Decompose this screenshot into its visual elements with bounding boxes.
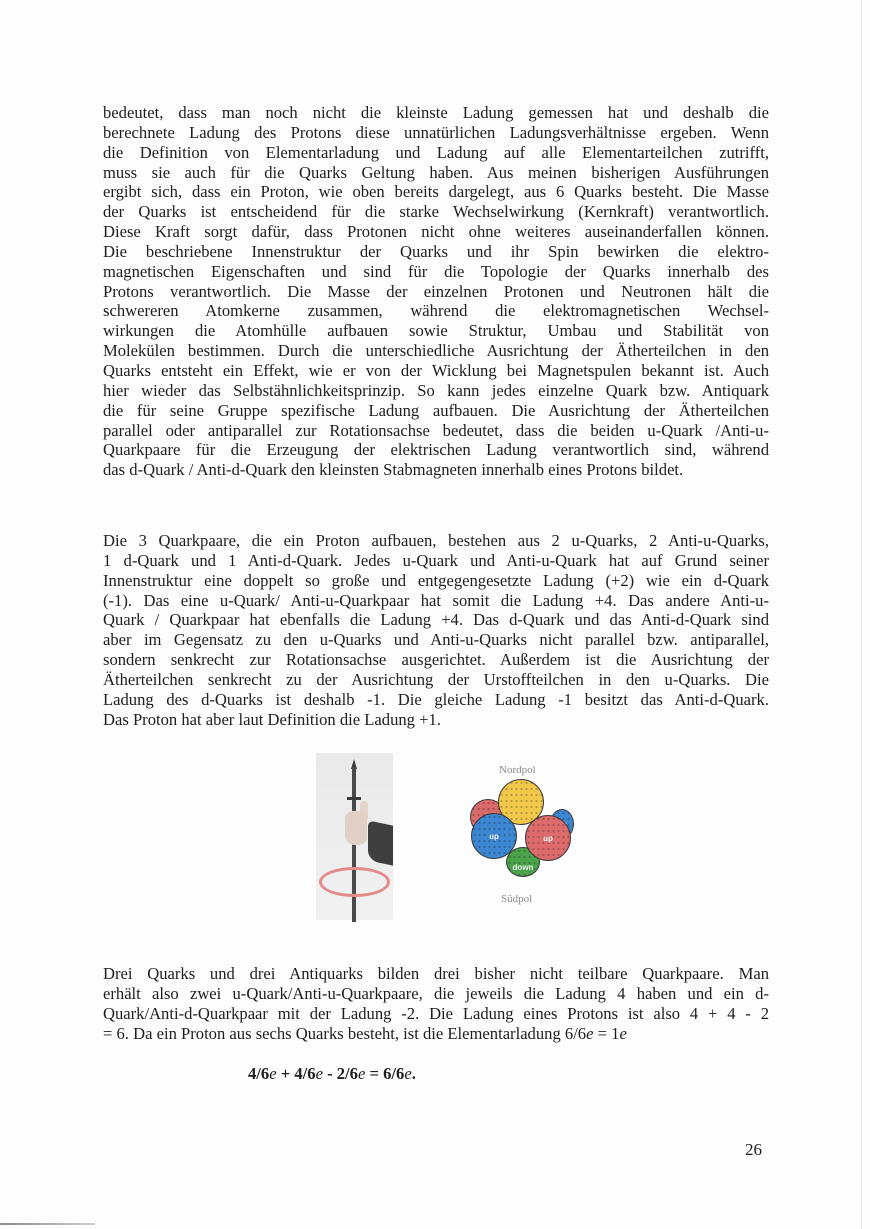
eq-term-1: 4/6 (248, 1064, 270, 1083)
proton-diagram (468, 779, 578, 889)
paragraph-2 (103, 531, 769, 729)
text-line: Das Proton hat aber laut Definition die Ladung +1. (103, 709, 441, 729)
text-line: schwereren Atomkerne zusammen, während die elektromagnetischen Wechsel- (103, 301, 769, 321)
eq-e-4: e (404, 1064, 412, 1083)
text-line: magnetischen Eigenschaften und sind für die Topologie der Quarks innerhalb des (103, 261, 769, 281)
text-line: Quark/Anti-d-Quarkpaar mit der Ladung -2. Die Ladung eines Protons ist also 4 + 4 - 2 (103, 1003, 769, 1023)
sleeve (368, 820, 393, 865)
bar-magnet-photo (316, 753, 393, 920)
text-line: Quark / Quarkpaar hat ebenfalls die Ladung +4. Das d-Quark und das Anti-d-Quark sind (103, 610, 769, 630)
eq-term-2: + 4/6 (276, 1064, 316, 1083)
current-ring (319, 867, 390, 897)
quark-up-red: up (525, 815, 571, 861)
proton-figure (316, 753, 596, 923)
south-pole-label: Südpol (501, 893, 533, 905)
text-line: Innenstruktur eine doppelt so große und entgegengesetzte Ladung (+2) wie ein d-Quark (103, 570, 769, 590)
text-line: erhält also zwei u-Quark/Anti-u-Quarkpaare, die jeweils die Ladung 4 haben und ein d- (103, 983, 769, 1003)
text-line: muss sie auch für die Quarks Geltung haben. Aus meinen bisherigen Ausführungen (103, 162, 769, 182)
text-line: aber im Gegensatz zu den u-Quarks und Anti-u-Quarks nicht parallel bzw. antiparallel, (103, 630, 769, 650)
text-line: Ätherteilchen senkrecht zu der Ausrichtung der Urstoffteilchen in den u-Quarks. Die (103, 669, 769, 689)
paragraph-3 (103, 964, 769, 1043)
quark-up-blue: up (471, 813, 517, 859)
hand (345, 811, 367, 845)
eq-term-4: = 6/6 (365, 1064, 405, 1083)
rod-guard (347, 797, 361, 800)
text-line: Ladung des d-Quarks ist deshalb -1. Die gleiche Ladung -1 besitzt das Anti-d-Quark. (103, 689, 769, 709)
eq-e-2: e (315, 1064, 323, 1083)
text-line: der Quarks ist entscheidend für die starke Wechselwirkung (Kernkraft) verantwortlich. (103, 202, 769, 222)
paragraph-1 (103, 103, 769, 480)
page-edge (861, 0, 862, 1229)
text-line: parallel oder antiparallel zur Rotationsachse bedeutet, dass die beiden u-Quark /Anti-u- (103, 420, 769, 440)
text-line: 1 d-Quark und 1 Anti-d-Quark. Jedes u-Quark und Anti-u-Quark hat auf Grund seiner (103, 550, 769, 570)
text-line: berechnete Ladung des Protons diese unnatürlichen Ladungsverhältnisse ergeben. Wenn (103, 122, 769, 142)
text-line: Molekülen bestimmen. Durch die unterschiedliche Ausrichtung der Ätherteilchen in den (103, 341, 769, 361)
text-line: Die beschriebene Innenstruktur der Quarks und ihr Spin bewirken die elektro- (103, 241, 769, 261)
text-line: wirkungen die Atomhülle aufbauen sowie Struktur, Umbau und Stabilität von (103, 321, 769, 341)
text-line: Quarkpaare für die Erzeugung der elektrischen Ladung verantwortlich sind, während (103, 440, 769, 460)
text-line: Drei Quarks und drei Antiquarks bilden drei bisher nicht teilbare Quarkpaare. Man (103, 964, 769, 983)
text-line: Diese Kraft sorgt dafür, dass Protonen nicht ohne weiteres auseinanderfallen können. (103, 222, 769, 242)
north-pole-label: Nordpol (499, 764, 536, 776)
text-line: Protons verantwortlich. Die Masse der einzelnen Protonen und Neutronen hält die (103, 281, 769, 301)
quark-down-green: down (506, 847, 540, 877)
text-line: Quarks entsteht ein Effekt, wie er von der Wicklung bei Magnetspulen bekannt ist. Auch (103, 360, 769, 380)
eq-e-1: e (269, 1064, 277, 1083)
text-line: bedeutet, dass man noch nicht die kleinste Ladung gemessen hat und deshalb die (103, 103, 769, 122)
text-line: = 6. Da ein Proton aus sechs Quarks besteht, ist die Elementarladung 6/6e = 1e (103, 1023, 627, 1043)
text-line: sondern senkrecht zur Rotationsachse ausgerichtet. Außerdem ist die Ausrichtung der (103, 650, 769, 670)
text-line: die Definition von Elementarladung und Ladung auf alle Elementarteilchen zutrifft, (103, 142, 769, 162)
text-line: hier wieder das Selbstähnlichkeitsprinzip. So kann jedes einzelne Quark bzw. Antiquark (103, 380, 769, 400)
text-line: ergibt sich, dass ein Proton, wie oben bereits dargelegt, aus 6 Quarks besteht. Die Masse (103, 182, 769, 202)
text-line: das d-Quark / Anti-d-Quark den kleinsten Stabmagneten innerhalb eines Protons bildet. (103, 460, 684, 480)
charge-equation (248, 1064, 416, 1084)
text-line: die für seine Gruppe spezifische Ladung aufbauen. Die Ausrichtung der Ätherteilchen (103, 400, 769, 420)
text-line: Die 3 Quarkpaare, die ein Proton aufbauen, bestehen aus 2 u-Quarks, 2 Anti-u-Quarks, (103, 531, 769, 550)
eq-e-3: e (357, 1064, 366, 1083)
eq-term-3: - 2/6 (322, 1064, 358, 1083)
scan-edge-line (0, 1223, 95, 1225)
text-line: (-1). Das eine u-Quark/ Anti-u-Quarkpaar hat somit die Ladung +4. Das andere Anti-u- (103, 590, 769, 610)
eq-term-5: . (411, 1064, 416, 1083)
page-number: 26 (745, 1140, 762, 1159)
